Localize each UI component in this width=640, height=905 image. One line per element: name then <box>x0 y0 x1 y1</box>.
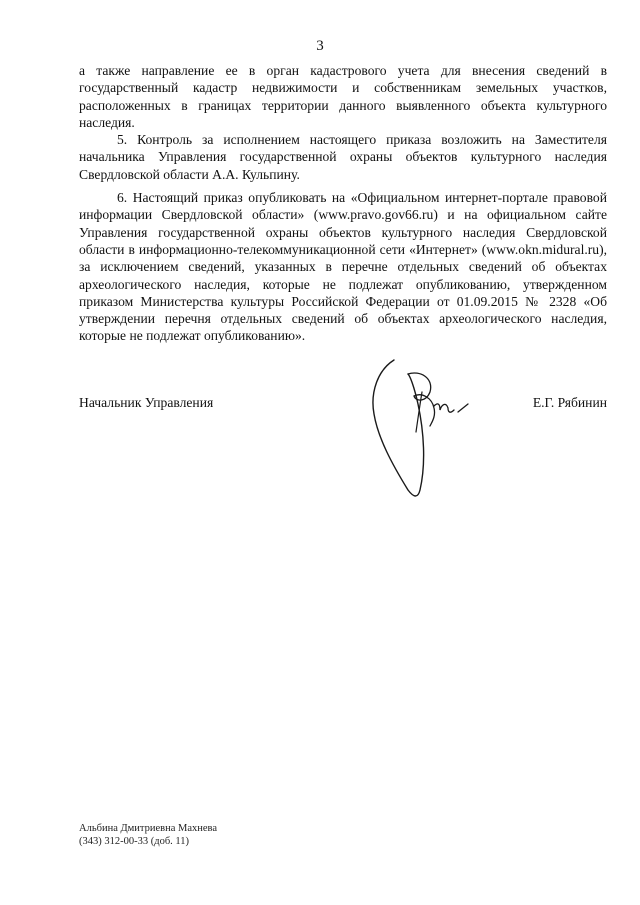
signer-position: Начальник Управления <box>79 395 214 410</box>
handwritten-signature <box>360 352 490 502</box>
executor-phone: (343) 312-00-33 (доб. 11) <box>79 836 190 847</box>
document-body <box>79 62 607 345</box>
executor-info <box>79 822 217 848</box>
signer-name: Е.Г. Рябинин <box>532 395 607 410</box>
paragraph-item-5: 5. Контроль за исполнением настоящего приказа возложить на Заместителя начальника Управления государственной охраны объектов культурного наследия Свердловской области А.А. Кульпину. <box>79 132 607 182</box>
executor-name: Альбина Дмитриевна Махнева <box>79 823 218 834</box>
paragraph-item-6: 6. Настоящий приказ опубликовать на «Официальном интернет-портале правовой информации Свердловской области» (www.pravo.gov66.ru) и на официальном сайте Управления государственной охраны объектов культурного наследия Свердловской области в информационно-телекоммуникационной сети «Интернет» (www.okn.midural.ru), за исключением сведений, указанных в перечне отдельных сведений об объектах археологического наследия, которые не подлежат опубликованию, утвержденном приказом Министерства культуры Российской Федерации от 01.09.2015 № 2328 «Об утверждении перечня отдельных сведений об объектах археологического наследия, которые не подлежат опубликованию». <box>79 190 607 344</box>
page-number: 3 <box>316 38 324 54</box>
paragraph-continuation: а также направление ее в орган кадастрового учета для внесения сведений в государственный кадастр недвижимости и собственникам земельных участков, расположенных в границах территории данного выявленного объекта культурного наследия. <box>79 63 607 130</box>
